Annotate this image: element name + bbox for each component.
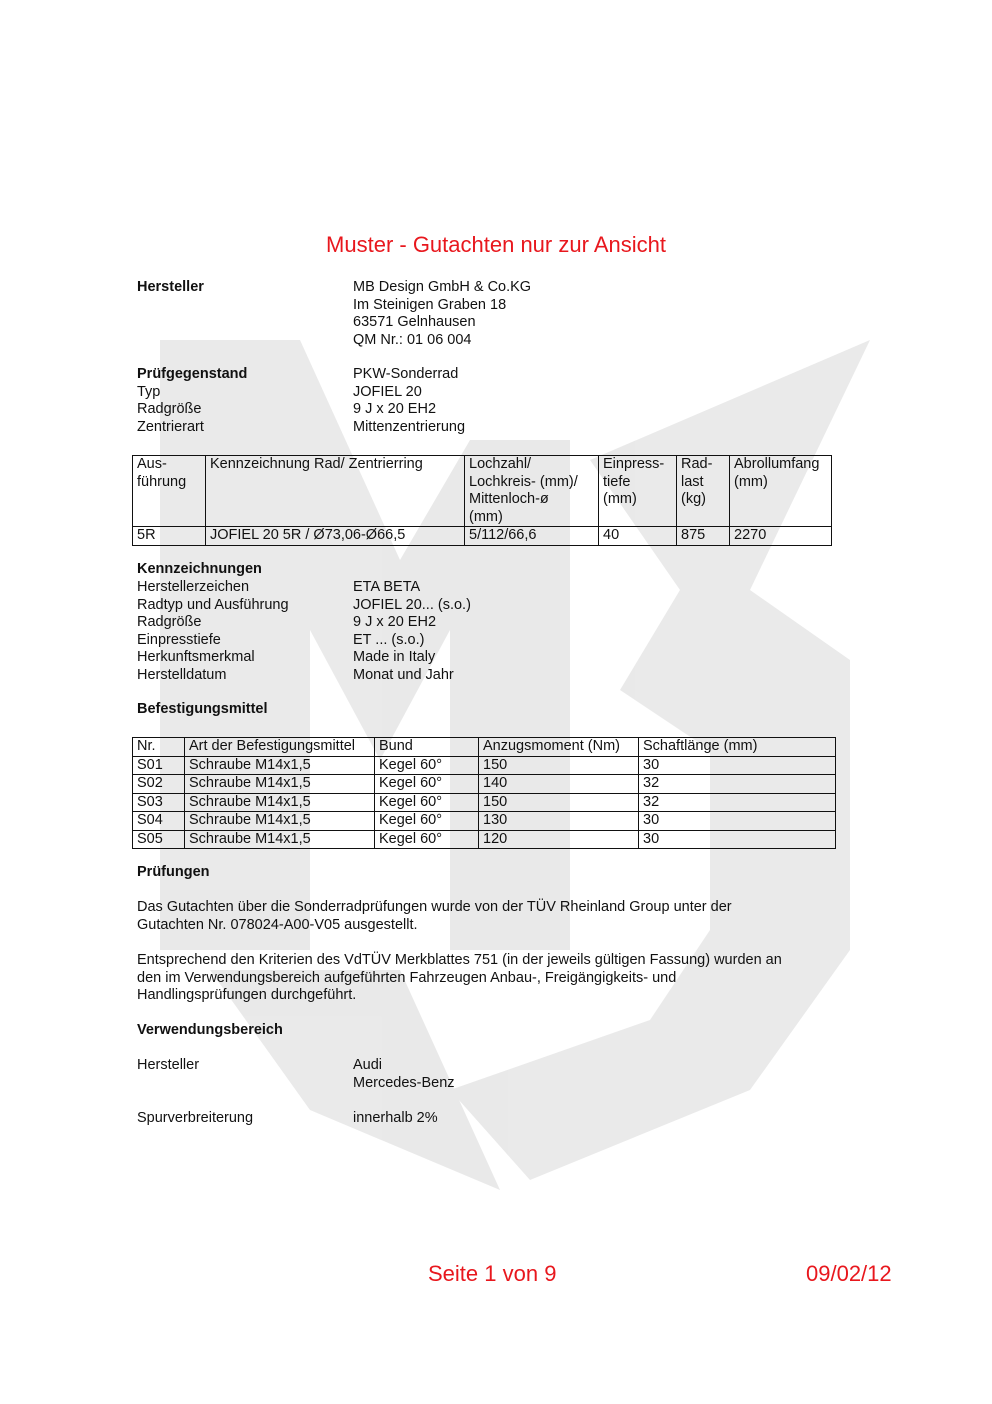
hersteller-label: Hersteller [137, 279, 204, 295]
table-row [133, 830, 836, 849]
table-cell: 30 [639, 756, 836, 775]
document-date: 09/02/12 [806, 1261, 892, 1286]
table-cell: 140 [479, 775, 639, 794]
table-cell: Schraube M14x1,5 [185, 775, 375, 794]
hersteller-line: 63571 Gelnhausen [353, 314, 476, 330]
hersteller-value: Audi [353, 1057, 383, 1073]
header-cell: Kennzeichnung Rad/ Zentrierring [206, 456, 465, 527]
verwendung-heading: Verwendungsbereich [137, 1022, 283, 1038]
pruefungen-paragraph-1 [137, 899, 837, 934]
header-cell: Nr. [133, 738, 185, 757]
kennzeichnung-value: JOFIEL 20... (s.o.) [353, 596, 471, 613]
table-cell: Kegel 60° [375, 812, 479, 831]
table-cell: 32 [639, 793, 836, 812]
verwendung-hersteller-label: Hersteller [137, 1057, 200, 1073]
table-cell: S05 [133, 830, 185, 849]
header-cell: Abrollumfang (mm) [730, 456, 832, 527]
table-row [133, 812, 836, 831]
kennzeichnungen-labels [137, 579, 289, 684]
befestigung-header-row [133, 738, 836, 757]
table-cell: S03 [133, 793, 185, 812]
pruefgegenstand-label: Prüfgegenstand [137, 366, 248, 382]
table-cell: Schraube M14x1,5 [185, 793, 375, 812]
rad-table [132, 455, 832, 546]
table-cell: 32 [639, 775, 836, 794]
header-cell: Aus- führung [133, 456, 206, 527]
kennzeichnung-label: Radgröße [137, 614, 202, 630]
pruefgegenstand-value: PKW-Sonderrad [353, 366, 459, 382]
paragraph-line: Entsprechend den Kriterien des VdTÜV Merkblattes 751 (in der jeweils gültigen Fassung) wurden an [137, 952, 782, 968]
kennzeichnung-label: Herstellerzeichen [137, 579, 250, 595]
table-cell: Schraube M14x1,5 [185, 812, 375, 831]
kennzeichnung-label: Herstelldatum [137, 666, 227, 683]
table-cell: 875 [677, 527, 730, 546]
table-cell: Kegel 60° [375, 775, 479, 794]
header-cell: Anzugsmoment (Nm) [479, 738, 639, 757]
table-row [133, 775, 836, 794]
befestigung-heading: Befestigungsmittel [137, 701, 268, 717]
befestigung-table [132, 737, 836, 849]
typ-value: JOFIEL 20 [353, 383, 422, 400]
kennzeichnungen-heading: Kennzeichnungen [137, 561, 262, 577]
radgroesse-value: 9 J x 20 EH2 [353, 401, 437, 417]
paragraph-line: Das Gutachten über die Sonderradprüfungen wurde von der TÜV Rheinland Group unter der [137, 899, 732, 915]
table-cell: 5R [133, 527, 206, 546]
table-cell: Kegel 60° [375, 793, 479, 812]
hersteller-line: Im Steinigen Graben 18 [353, 296, 507, 313]
table-cell: Schraube M14x1,5 [185, 756, 375, 775]
table-cell: 150 [479, 756, 639, 775]
table-cell: 30 [639, 812, 836, 831]
header-cell: Einpress- tiefe (mm) [599, 456, 677, 527]
table-cell: JOFIEL 20 5R / Ø73,06-Ø66,5 [206, 527, 465, 546]
rad-table-row [133, 527, 832, 546]
table-cell: Kegel 60° [375, 756, 479, 775]
pruefungen-heading: Prüfungen [137, 864, 210, 880]
header-cell: Rad- last (kg) [677, 456, 730, 527]
kennzeichnungen-values [353, 579, 471, 684]
hersteller-line: QM Nr.: 01 06 004 [353, 331, 472, 348]
pruefungen-paragraph-2 [137, 952, 837, 1005]
typ-label: Typ [137, 383, 161, 400]
hersteller-value: Mercedes-Benz [353, 1074, 455, 1091]
kennzeichnung-label: Herkunftsmerkmal [137, 649, 255, 665]
table-cell: 120 [479, 830, 639, 849]
paragraph-line: Gutachten Nr. 078024-A00-V05 ausgestellt. [137, 916, 418, 933]
kennzeichnung-value: ETA BETA [353, 579, 421, 595]
table-cell: 150 [479, 793, 639, 812]
pruefgegenstand-labels [137, 366, 247, 436]
header-cell: Lochzahl/ Lochkreis- (mm)/ Mittenloch-ø (mm) [465, 456, 599, 527]
kennzeichnung-value: Monat und Jahr [353, 666, 454, 683]
table-cell: S01 [133, 756, 185, 775]
pruefgegenstand-values [353, 366, 465, 436]
kennzeichnung-value: Made in Italy [353, 649, 436, 665]
table-cell: 130 [479, 812, 639, 831]
paragraph-line: Handlingsprüfungen durchgeführt. [137, 987, 357, 1003]
zentrierart-value: Mittenzentrierung [353, 418, 466, 435]
table-cell: 30 [639, 830, 836, 849]
kennzeichnung-label: Einpresstiefe [137, 631, 221, 648]
table-cell: Kegel 60° [375, 830, 479, 849]
document-title: Muster - Gutachten nur zur Ansicht [326, 232, 666, 257]
paragraph-line: den im Verwendungsbereich aufgeführten Fahrzeugen Anbau-, Freigängigkeits- und [137, 969, 677, 986]
hersteller-line: MB Design GmbH & Co.KG [353, 279, 532, 295]
table-cell: 40 [599, 527, 677, 546]
rad-table-header-row [133, 456, 832, 527]
table-row [133, 756, 836, 775]
kennzeichnung-label: Radtyp und Ausführung [137, 596, 289, 613]
table-cell: S04 [133, 812, 185, 831]
hersteller-address [353, 279, 531, 349]
spurverbreiterung-label: Spurverbreiterung [137, 1110, 254, 1126]
page-number: Seite 1 von 9 [428, 1261, 557, 1286]
table-cell: Schraube M14x1,5 [185, 830, 375, 849]
verwendung-hersteller-values [353, 1057, 455, 1092]
zentrierart-label: Zentrierart [137, 418, 204, 435]
header-cell: Art der Befestigungsmittel [185, 738, 375, 757]
table-cell: 2270 [730, 527, 832, 546]
table-cell: 5/112/66,6 [465, 527, 599, 546]
header-cell: Bund [375, 738, 479, 757]
radgroesse-label: Radgröße [137, 401, 202, 417]
header-cell: Schaftlänge (mm) [639, 738, 836, 757]
kennzeichnung-value: 9 J x 20 EH2 [353, 614, 437, 630]
spurverbreiterung-value: innerhalb 2% [353, 1110, 438, 1126]
kennzeichnung-value: ET ... (s.o.) [353, 631, 425, 648]
table-row [133, 793, 836, 812]
table-cell: S02 [133, 775, 185, 794]
